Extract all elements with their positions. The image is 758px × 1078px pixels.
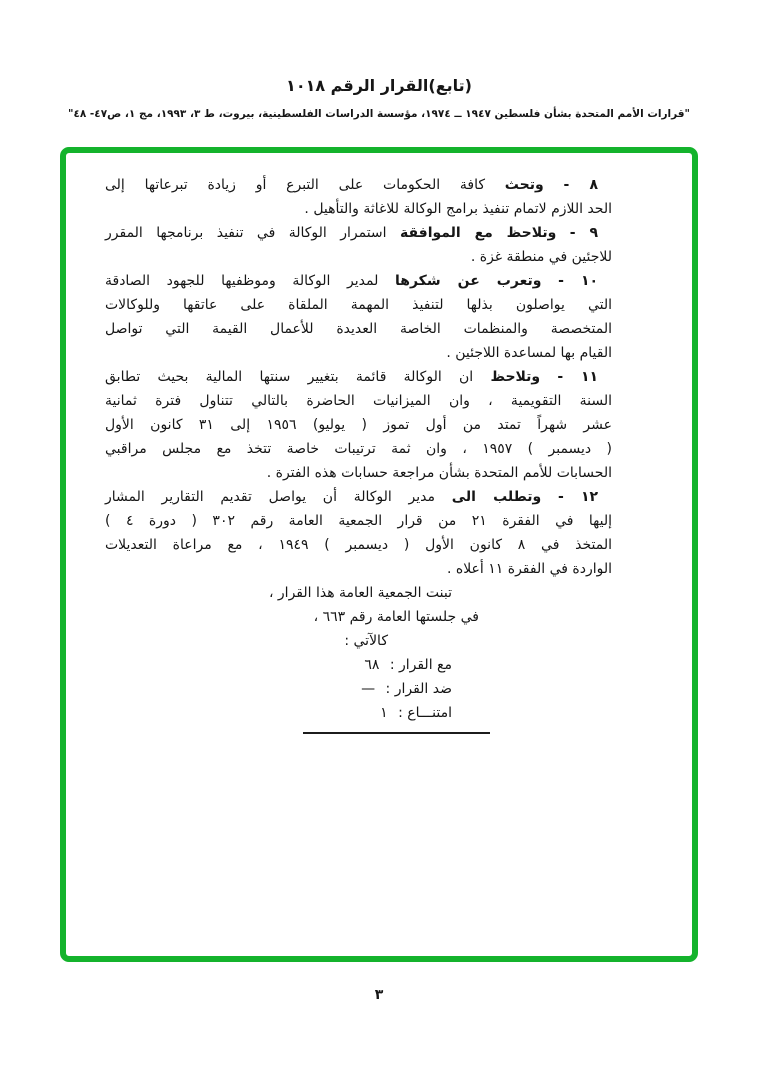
- paragraph-11-line-3: عشر شهراً تمتد من أول تموز ( يوليو) ١٩٥٦ إلى ٣١ كانون الأول: [105, 417, 612, 433]
- vote-for-value: ٦٨: [364, 657, 380, 673]
- resolution-text: [105, 173, 612, 734]
- paragraph-12-line-3: المتخذ في ٨ كانون الأول ( ديسمبر ) ١٩٤٩ ، مع مراعاة التعديلات: [105, 537, 613, 553]
- paragraph-12-line-2: إليها في الفقرة ٢١ من قرار الجمعية العامة رقم ٣٠٢ ( دورة ٤ ): [105, 513, 612, 529]
- paragraph-10-line-1: [105, 269, 612, 293]
- paragraph-11-line-4: ( ديسمبر ) ١٩٥٧ ، وان ثمة ترتيبات خاصة تتخذ مع مجلس مراقبي: [105, 441, 613, 457]
- paragraph-11-number: ١١ -: [557, 369, 599, 385]
- paragraph-8-line-2: الحد اللازم لاتمام تنفيذ برامج الوكالة للاغاثة والتأهيل .: [304, 201, 612, 217]
- paragraph-8-number: ٨ -: [563, 177, 599, 193]
- paragraph-10-lead: وتعرب عن شكرها: [395, 273, 542, 289]
- vote-abstain-label: امتنـــاع :: [398, 705, 452, 721]
- vote-against-label: ضد القرار :: [385, 681, 452, 697]
- vote-for-label: مع القرار :: [389, 657, 452, 673]
- paragraph-10-text: لمدير الوكالة وموظفيها للجهود الصادقة: [105, 273, 379, 289]
- paragraph-12-lead: وتطلب الى: [451, 489, 542, 505]
- paragraph-12-text: مدير الوكالة أن يواصل تقديم التقارير المشار: [105, 489, 435, 505]
- paragraph-9-number: ٩ -: [569, 225, 599, 241]
- paragraph-12-line-1: [105, 485, 612, 509]
- paragraph-9-lead: وتلاحظ مع الموافقة: [399, 225, 557, 241]
- paragraph-8-text: كافة الحكومات على التبرع أو زيادة تبرعاتها إلى: [105, 177, 486, 193]
- paragraph-11-line-2: السنة التقويمية ، وان الميزانيات الحاضرة بالتالي تتناول فترة ثمانية: [105, 393, 612, 409]
- paragraph-11-line-1: [105, 365, 612, 389]
- vote-against-row: [105, 677, 452, 701]
- adoption-line-3: كالآتي :: [344, 633, 388, 649]
- paragraph-10-line-4: القيام بها لمساعدة اللاجئين .: [446, 345, 612, 361]
- vote-abstain-row: [105, 701, 452, 725]
- paragraph-9-line-1: [105, 221, 612, 245]
- source-citation: "قرارات الأمم المتحدة بشأن فلسطين ١٩٤٧ ــ ١٩٧٤، مؤسسة الدراسات الفلسطينية، بيروت، ط ٣، ١٩٩٣، مج ١، ص٤٧- ٤٨": [67, 108, 691, 120]
- page-number: ٣: [374, 987, 384, 1003]
- highlight-border-box: [60, 147, 698, 962]
- document-title: (تابع)القرار الرقم ١٠١٨: [286, 76, 472, 95]
- paragraph-11-text: ان الوكالة قائمة بتغيير سنتها المالية بحيث تطابق: [105, 369, 474, 385]
- paragraph-9-line-2: للاجئين في منطقة غزة .: [470, 249, 612, 265]
- adoption-line-1: تبنت الجمعية العامة هذا القرار ،: [268, 585, 452, 601]
- paragraph-12-number: ١٢ -: [557, 489, 599, 505]
- adoption-line-2: في جلستها العامة رقم ٦٦٣ ،: [313, 609, 479, 625]
- paragraph-10-line-2: التي يواصلون بذلها لتنفيذ المهمة الملقاة على عاتقها وللوكالات: [105, 297, 612, 313]
- vote-for-row: [105, 653, 452, 677]
- paragraph-11-lead: وتلاحظ: [490, 369, 541, 385]
- paragraph-11-line-5: الحسابات للأمم المتحدة بشأن مراجعة حسابات هذه الفترة .: [266, 465, 612, 481]
- paragraph-9-text: استمرار الوكالة في تنفيذ برنامجها المقرر: [105, 225, 387, 241]
- paragraph-10-line-3: المتخصصة والمنظمات الخاصة العديدة للأعمال القيمة التي تواصل: [105, 321, 612, 337]
- paragraph-8-line-1: [105, 173, 612, 197]
- paragraph-12-line-4: الواردة في الفقرة ١١ أعلاه .: [446, 561, 612, 577]
- vote-against-value: —: [361, 681, 376, 697]
- vote-abstain-value: ١: [380, 705, 388, 721]
- horizontal-rule: [303, 732, 490, 734]
- paragraph-8-lead: وتحث: [504, 177, 544, 193]
- paragraph-10-number: ١٠ -: [558, 273, 599, 289]
